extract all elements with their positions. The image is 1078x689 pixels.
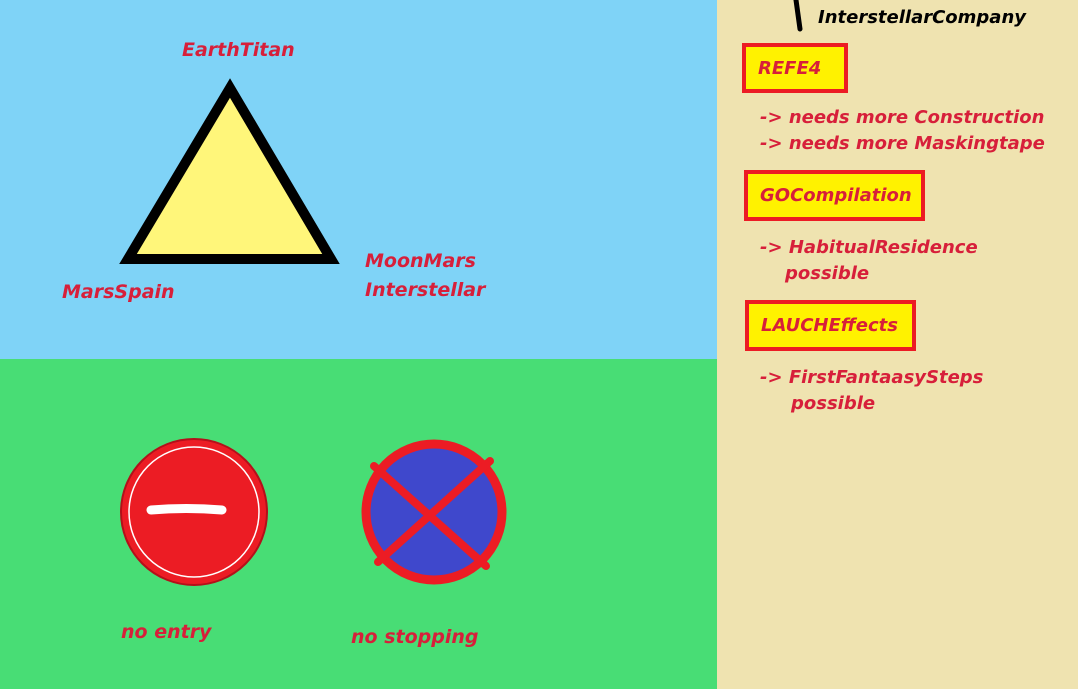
item-box-refe4: REFE4 xyxy=(742,43,848,93)
no-stopping-icon xyxy=(366,444,502,580)
item-note: -> needs more Construction xyxy=(760,107,1045,128)
triangle-right-label-2: Interstellar xyxy=(365,279,486,301)
item-note: -> FirstFantaasySteps xyxy=(760,367,984,388)
no-stopping-label: no stopping xyxy=(351,626,479,648)
item-note: -> HabitualResidence xyxy=(760,237,978,258)
item-box-gocompilation: GOCompilation xyxy=(744,170,925,221)
item-box-laucheffects: LAUCHEffects xyxy=(745,300,916,351)
no-entry-label: no entry xyxy=(121,621,212,643)
company-name: InterstellarCompany xyxy=(818,7,1027,28)
triangle-top-label: EarthTitan xyxy=(182,39,295,61)
pen-stroke xyxy=(796,0,800,29)
triangle-left-label: MarsSpain xyxy=(62,281,175,303)
item-note: possible xyxy=(791,393,876,414)
triangle-shape xyxy=(128,88,331,259)
item-note: possible xyxy=(785,263,870,284)
item-note: -> needs more Maskingtape xyxy=(760,133,1045,154)
triangle-right-label-1: MoonMars xyxy=(365,250,476,272)
no-entry-icon xyxy=(121,439,267,585)
